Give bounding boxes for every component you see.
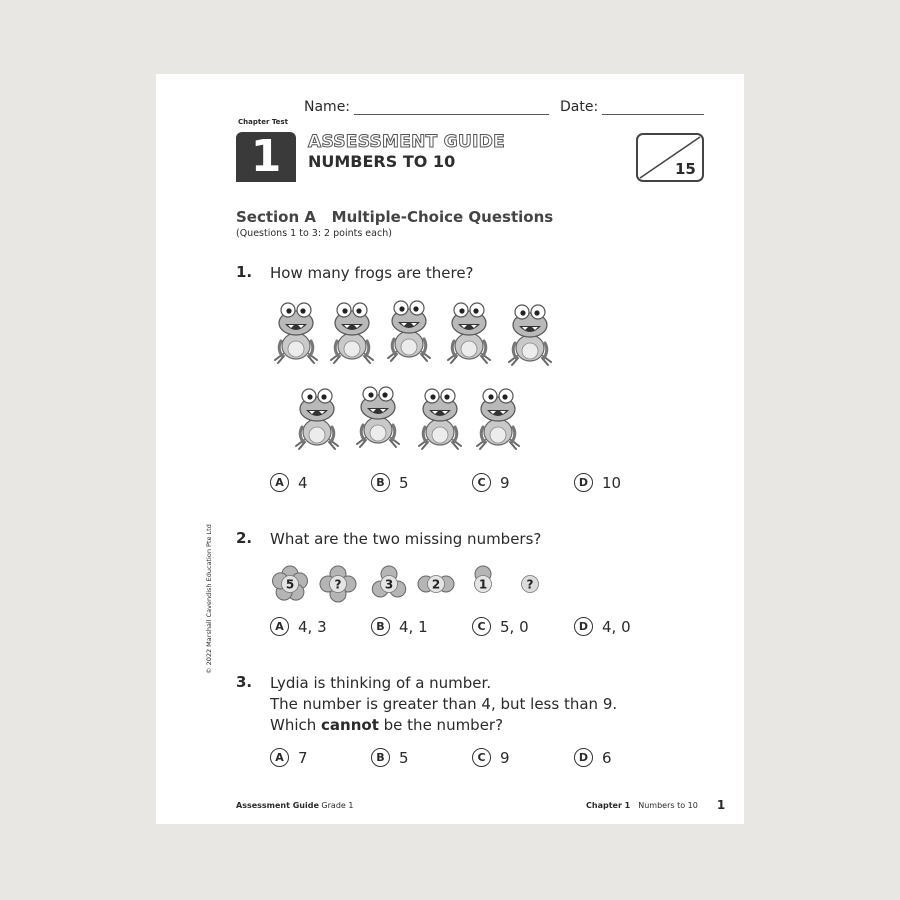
q2-option-a[interactable] [270, 617, 327, 636]
option-value: 9 [500, 748, 510, 767]
worksheet-page [156, 74, 744, 824]
footer-guide-name: Assessment Guide [236, 801, 319, 810]
option-value: 6 [602, 748, 612, 767]
option-value: 5 [399, 748, 409, 767]
footer-left [236, 801, 353, 810]
question-3-text [270, 673, 710, 736]
option-letter: D [574, 748, 593, 767]
total-score: 15 [675, 160, 696, 178]
option-value: 4 [298, 473, 308, 492]
option-value: 4, 3 [298, 617, 327, 636]
option-letter: D [574, 473, 593, 492]
flower-number: 3 [384, 577, 394, 592]
option-letter: A [270, 748, 289, 767]
number-sequence [270, 564, 570, 604]
option-value: 5, 0 [500, 617, 529, 636]
footer-grade: Grade 1 [318, 801, 354, 810]
q3-option-d[interactable] [574, 748, 612, 767]
question-1-options [270, 473, 740, 495]
date-label: Date: [560, 99, 599, 115]
question-3-options [270, 748, 740, 770]
q1-option-b[interactable] [371, 473, 409, 492]
frog-icon [505, 298, 555, 368]
flower-icon [318, 564, 358, 604]
flower-number: 1 [478, 577, 488, 592]
frog-icon [415, 382, 465, 452]
question-3-line-1: Lydia is thinking of a number. [270, 674, 492, 692]
q1-option-c[interactable] [472, 473, 510, 492]
frog-icon [473, 382, 523, 452]
option-value: 7 [298, 748, 308, 767]
chapter-number-badge: 1 [236, 132, 296, 182]
q2-option-b[interactable] [371, 617, 428, 636]
option-letter: B [371, 473, 390, 492]
flower-number: 5 [285, 577, 295, 592]
frog-icon [353, 380, 403, 450]
frog-icon [271, 296, 321, 366]
option-value: 5 [399, 473, 409, 492]
section-note: (Questions 1 to 3: 2 points each) [236, 228, 392, 239]
frog-icon [292, 382, 342, 452]
frog-icon [384, 294, 434, 364]
q1-option-a[interactable] [270, 473, 308, 492]
score-box [636, 133, 704, 182]
section-title: Section A Multiple-Choice Questions [236, 208, 554, 226]
guide-title: ASSESSMENT GUIDE [308, 132, 506, 152]
option-letter: B [371, 617, 390, 636]
option-letter: C [472, 473, 491, 492]
q3-option-a[interactable] [270, 748, 308, 767]
chapter-title: NUMBERS TO 10 [308, 152, 456, 171]
flower-icon [463, 564, 503, 604]
flower-number: ? [334, 577, 342, 592]
question-1-number: 1. [236, 263, 253, 281]
question-1-text: How many frogs are there? [270, 264, 474, 282]
q3-option-b[interactable] [371, 748, 409, 767]
flower-number: 2 [431, 577, 441, 592]
copyright-notice: © 2022 Marshall Cavendish Education Pte Ltd [205, 524, 213, 674]
option-letter: C [472, 748, 491, 767]
flower-icon [416, 564, 456, 604]
option-letter: A [270, 617, 289, 636]
question-2-text: What are the two missing numbers? [270, 530, 542, 548]
line-3-start: Which [270, 716, 322, 734]
flower-icon [369, 564, 409, 604]
flower-icon [270, 564, 310, 604]
footer-chapter: Chapter 1 [586, 801, 631, 810]
q1-option-d[interactable] [574, 473, 621, 492]
option-value: 10 [602, 473, 622, 492]
name-label: Name: [304, 99, 351, 115]
q2-option-d[interactable] [574, 617, 631, 636]
option-letter: A [270, 473, 289, 492]
page-number: 1 [716, 798, 726, 812]
cannot-emphasis: cannot [321, 716, 379, 734]
frog-icon [444, 296, 494, 366]
question-2-options [270, 617, 740, 639]
q2-option-c[interactable] [472, 617, 529, 636]
footer-right [586, 801, 698, 810]
question-3-number: 3. [236, 673, 253, 691]
option-value: 9 [500, 473, 510, 492]
name-line [354, 114, 549, 115]
q3-option-c[interactable] [472, 748, 510, 767]
option-letter: D [574, 617, 593, 636]
date-line [602, 114, 704, 115]
option-letter: B [371, 748, 390, 767]
flower-icon [510, 564, 550, 604]
chapter-test-label: Chapter Test [238, 118, 288, 126]
footer-chapter-title: Numbers to 10 [638, 801, 698, 810]
option-value: 4, 1 [399, 617, 428, 636]
frog-icon [327, 296, 377, 366]
question-3-line-3 [270, 715, 710, 736]
line-3-end: be the number? [378, 716, 504, 734]
flower-number: ? [526, 577, 534, 592]
question-3-line-2: The number is greater than 4, but less than 9. [270, 695, 618, 713]
option-letter: C [472, 617, 491, 636]
option-value: 4, 0 [602, 617, 631, 636]
question-2-number: 2. [236, 529, 253, 547]
